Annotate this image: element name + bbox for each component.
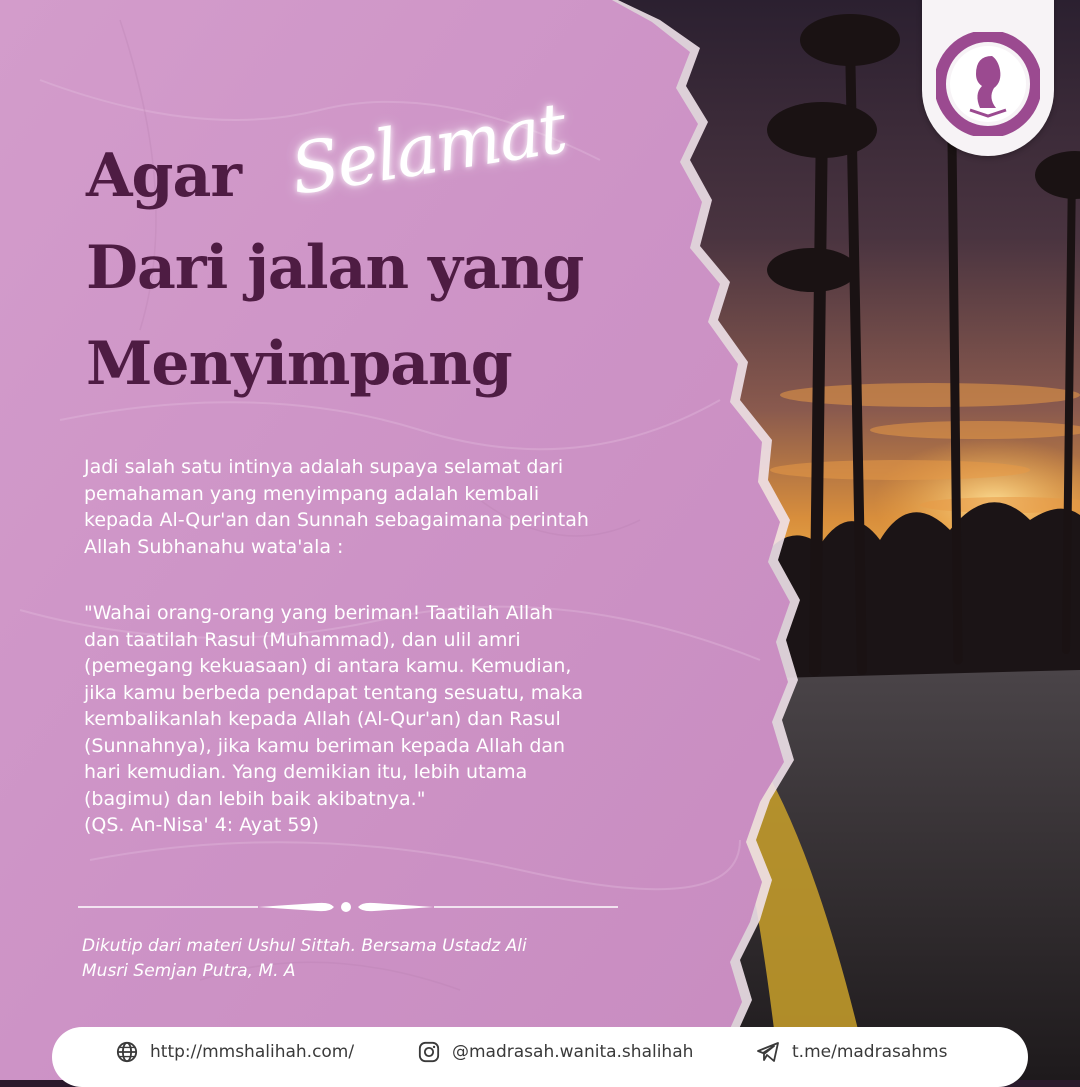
intro-line: Allah Subhanahu wata'ala : <box>84 535 344 558</box>
telegram-icon <box>756 1041 780 1063</box>
contact-footer <box>52 1027 1028 1087</box>
quote-line: jika kamu berbeda pendapat tentang sesuatu, maka <box>84 681 584 704</box>
headline-line-3: Menyimpang <box>86 329 512 399</box>
intro-line: kepada Al-Qur'an dan Sunnah sebagaimana perintah <box>84 509 589 531</box>
quote-line: dan taatilah Rasul (Muhammad), dan ulil amri <box>84 628 521 651</box>
quote-line: "Wahai orang-orang yang beriman! Taatilah Allah <box>84 602 554 624</box>
headline-line-1: Agar <box>86 141 241 211</box>
credit-line: Musri Semjan Putra, M. A <box>82 961 296 981</box>
quote-line: (pemegang kekuasaan) di antara kamu. Kemudian, <box>84 655 572 677</box>
quote-reference: (QS. An-Nisa' 4: Ayat 59) <box>84 814 319 836</box>
quote-line: kembalikanlah kepada Allah (Al-Qur'an) dan Rasul <box>84 708 561 730</box>
quote-line: hari kemudian. Yang demikian itu, lebih utama <box>84 761 528 783</box>
globe-icon <box>116 1041 138 1063</box>
intro-line: Jadi salah satu intinya adalah supaya selamat dari <box>84 456 564 478</box>
woman-silhouette-logo-icon <box>936 32 1040 136</box>
source-credit <box>82 934 527 984</box>
instagram-link[interactable] <box>418 1041 693 1063</box>
instagram-icon <box>418 1041 440 1063</box>
telegram-text: t.me/madrasahms <box>792 1042 948 1062</box>
headline-line-2: Dari jalan yang <box>86 233 584 303</box>
telegram-link[interactable] <box>756 1041 947 1063</box>
instagram-text: @madrasah.wanita.shalihah <box>452 1042 694 1062</box>
quote-line: (Sunnahnya), jika kamu beriman kepada Allah dan <box>84 734 566 757</box>
quran-quote <box>84 600 724 839</box>
credit-line: Dikutip dari materi Ushul Sittah. Bersama Ustadz Ali <box>82 936 527 956</box>
intro-paragraph <box>84 454 724 560</box>
ornamental-divider <box>78 896 618 918</box>
website-link[interactable] <box>116 1041 354 1063</box>
quote-line: (bagimu) dan lebih baik akibatnya." <box>84 787 426 810</box>
madrasah-logo-badge <box>922 0 1054 156</box>
intro-line: pemahaman yang menyimpang adalah kembali <box>84 482 540 505</box>
website-text: http://mmshalihah.com/ <box>150 1042 355 1062</box>
headline-script-word: Selamat <box>285 86 571 212</box>
